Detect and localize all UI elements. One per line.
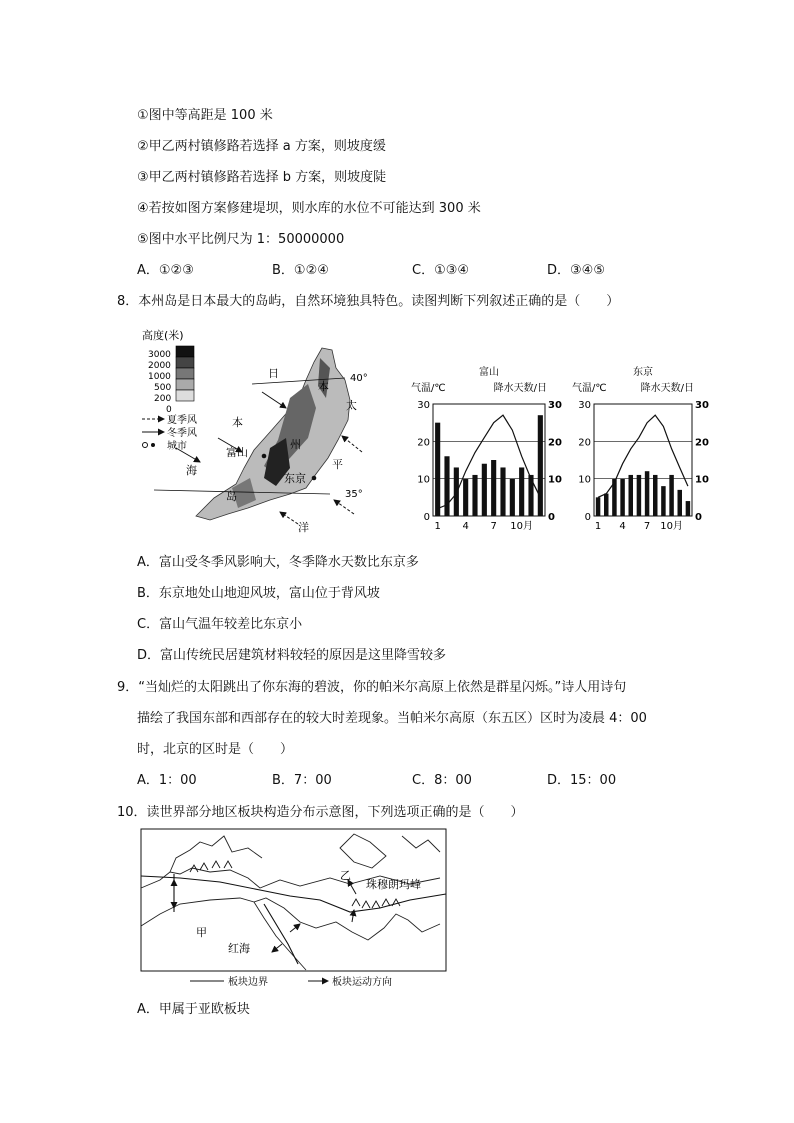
legend-swatch-200: [176, 390, 194, 401]
label-yi: 乙: [340, 869, 351, 882]
chart-ylabel-right: 降水天数/日: [493, 383, 547, 394]
q8-option-a: A．富山受冬季风影响大，冬季降水天数比东京多: [137, 555, 419, 570]
climate-chart-tokyo: [568, 364, 728, 536]
chart-ytick-right: 10: [695, 474, 709, 486]
chart-ytick-left: 20: [578, 437, 591, 449]
q9-stem-line-1: 9．“当灿烂的太阳跳出了你东海的碧波，你的帕米尔高原上依然是群星闪烁。”诗人用诗句: [117, 680, 627, 695]
label-hai: 海: [186, 464, 197, 477]
q9-stem-line-3: 时，北京的区时是（ ）: [137, 742, 294, 757]
chart-xtick: 1: [434, 521, 441, 532]
city-legend-icon: [143, 443, 148, 448]
precip-bar: [538, 415, 543, 516]
legend-200: 200: [154, 394, 172, 404]
q9-option-b: B．7：00: [272, 773, 332, 788]
label-fushan: 富山: [226, 446, 248, 459]
legend-3000: 3000: [148, 350, 171, 360]
fushan-city-marker: [262, 454, 267, 459]
chart-ytick-right: 30: [695, 400, 709, 411]
chart-ylabel-left: 气温/℃: [411, 383, 446, 394]
chart-ytick-left: 30: [578, 400, 591, 411]
chart-xtick: 10月: [510, 521, 534, 532]
precip-bar: [620, 479, 624, 516]
q7-option-b: B．①②④: [272, 263, 329, 278]
temperature-line: [438, 415, 541, 508]
q7-option-a: A．①②③: [137, 263, 194, 278]
label-ping: 平: [332, 458, 343, 471]
chart-xtick: 4: [619, 521, 626, 532]
chart-ytick-right: 0: [548, 512, 555, 523]
summer-monsoon-arrow-2: [334, 500, 354, 514]
precip-bar: [645, 471, 649, 516]
q7-statement-3: ③甲乙两村镇修路若选择 b 方案，则坡度陡: [137, 170, 387, 185]
chart-frame: [594, 404, 692, 516]
label-ri: 日: [268, 367, 279, 380]
legend-winter: 冬季风: [167, 428, 197, 439]
plate-tectonics-map: [140, 828, 448, 992]
precip-bar: [686, 501, 690, 516]
precip-bar: [463, 479, 468, 516]
climate-chart-fushan: [395, 364, 565, 536]
chart-xtick: 4: [462, 521, 469, 532]
precip-bar: [661, 486, 665, 516]
chart-ytick-left: 0: [423, 512, 430, 523]
precip-bar: [653, 475, 657, 516]
precip-bar: [500, 467, 505, 516]
label-yang: 洋: [298, 521, 309, 534]
chart-title: 富山: [479, 367, 499, 378]
legend-motion: 板块运动方向: [332, 977, 392, 988]
precip-bar: [472, 475, 477, 516]
lat-35: 35°: [345, 489, 363, 500]
q7-statement-4: ④若按如图方案修建堤坝，则水库的水位不可能达到 300 米: [137, 201, 481, 216]
precip-bar: [482, 464, 487, 516]
japan-map: [140, 328, 380, 538]
label-tokyo: 东京: [284, 472, 306, 485]
label-ben2: 本: [318, 380, 329, 393]
chart-ylabel-left: 气温/℃: [572, 383, 607, 394]
precip-bar: [444, 456, 449, 516]
chart-ytick-right: 20: [548, 437, 562, 449]
q7-option-c: C．①③④: [412, 263, 470, 278]
winter-monsoon-arrow-1: [262, 392, 286, 408]
q10-stem: 10．读世界部分地区板块构造分布示意图，下列选项正确的是（ ）: [117, 805, 524, 820]
temperature-line: [598, 415, 688, 497]
q10-option-a: A．甲属于亚欧板块: [137, 1002, 250, 1017]
label-jia: 甲: [196, 926, 207, 939]
legend-boundary: 板块边界: [228, 977, 268, 988]
chart-ytick-left: 10: [578, 474, 591, 486]
precip-bar: [596, 497, 600, 516]
chart-ytick-left: 30: [417, 400, 430, 411]
legend-2000: 2000: [148, 361, 171, 371]
chart-ytick-left: 10: [417, 474, 430, 486]
legend-city: 城市: [167, 441, 187, 452]
tokyo-city-marker: [312, 476, 317, 481]
precip-bar: [604, 494, 608, 516]
precip-bar: [669, 475, 673, 516]
precip-bar: [637, 475, 641, 516]
q9-option-a: A．1：00: [137, 773, 197, 788]
summer-monsoon-arrow-1: [342, 436, 362, 452]
chart-xtick: 1: [594, 521, 602, 532]
chart-xtick: 10月: [660, 521, 683, 532]
chart-xtick: 7: [643, 521, 651, 532]
legend-500: 500: [154, 383, 172, 393]
q9-option-c: C．8：00: [412, 773, 472, 788]
plate-map-frame: [141, 829, 446, 971]
legend-swatch-2000: [176, 357, 194, 368]
chart-ytick-right: 0: [695, 512, 702, 523]
label-everest: 珠穆朗玛峰: [366, 878, 421, 891]
q8-option-d: D．富山传统民居建筑材料较轻的原因是这里降雪较多: [137, 648, 447, 663]
q7-statement-1: ①图中等高距是 100 米: [137, 108, 273, 123]
label-redsea: 红海: [228, 942, 250, 955]
q7-option-d: D．③④⑤: [547, 263, 605, 278]
chart-ylabel-right: 降水天数/日: [640, 383, 694, 394]
chart-ytick-right: 20: [695, 437, 709, 449]
q8-option-c: C．富山气温年较差比东京小: [137, 617, 303, 632]
q8-option-b: B．东京地处山地迎风坡，富山位于背风坡: [137, 586, 380, 601]
precip-bar: [510, 479, 515, 516]
legend-summer: 夏季风: [167, 415, 197, 426]
q7-statement-5: ⑤图中水平比例尺为 1：50000000: [137, 232, 345, 247]
chart-ytick-right: 10: [548, 474, 562, 486]
chart-ytick-left: 20: [417, 437, 430, 449]
precip-bar: [435, 423, 440, 516]
legend-0: 0: [166, 405, 172, 415]
label-zhou: 州: [290, 438, 301, 451]
chart-xtick: 7: [490, 521, 497, 532]
q8-stem: 8．本州岛是日本最大的岛屿，自然环境独具特色。读图判断下列叙述正确的是（ ）: [117, 294, 620, 309]
chart-title: 东京: [633, 367, 653, 378]
chart-frame: [433, 404, 545, 516]
summer-monsoon-arrow-3: [280, 512, 298, 524]
q9-option-d: D．15：00: [547, 773, 617, 788]
precip-bar: [519, 467, 524, 516]
legend-swatch-3000: [176, 346, 194, 357]
legend-swatch-500: [176, 379, 194, 390]
precip-bar: [629, 475, 633, 516]
precip-bar: [678, 490, 682, 516]
q9-stem-line-2: 描绘了我国东部和西部存在的较大时差现象。当帕米尔高原（东五区）区时为凌晨 4：00: [137, 711, 647, 726]
precip-bar: [491, 460, 496, 516]
precip-bar: [454, 467, 459, 516]
chart-ytick-left: 0: [584, 512, 591, 523]
legend-swatch-1000: [176, 368, 194, 379]
label-ben: 本: [232, 416, 243, 429]
lat-40: 40°: [350, 373, 368, 384]
winter-monsoon-arrow-3: [176, 448, 200, 462]
legend-1000: 1000: [148, 372, 171, 382]
q7-statement-2: ②甲乙两村镇修路若选择 a 方案，则坡度缓: [137, 139, 386, 154]
label-dao: 岛: [226, 490, 237, 503]
label-tai: 太: [346, 399, 357, 412]
map-legend-title: 高度(米): [142, 329, 184, 342]
chart-ytick-right: 30: [548, 400, 562, 411]
